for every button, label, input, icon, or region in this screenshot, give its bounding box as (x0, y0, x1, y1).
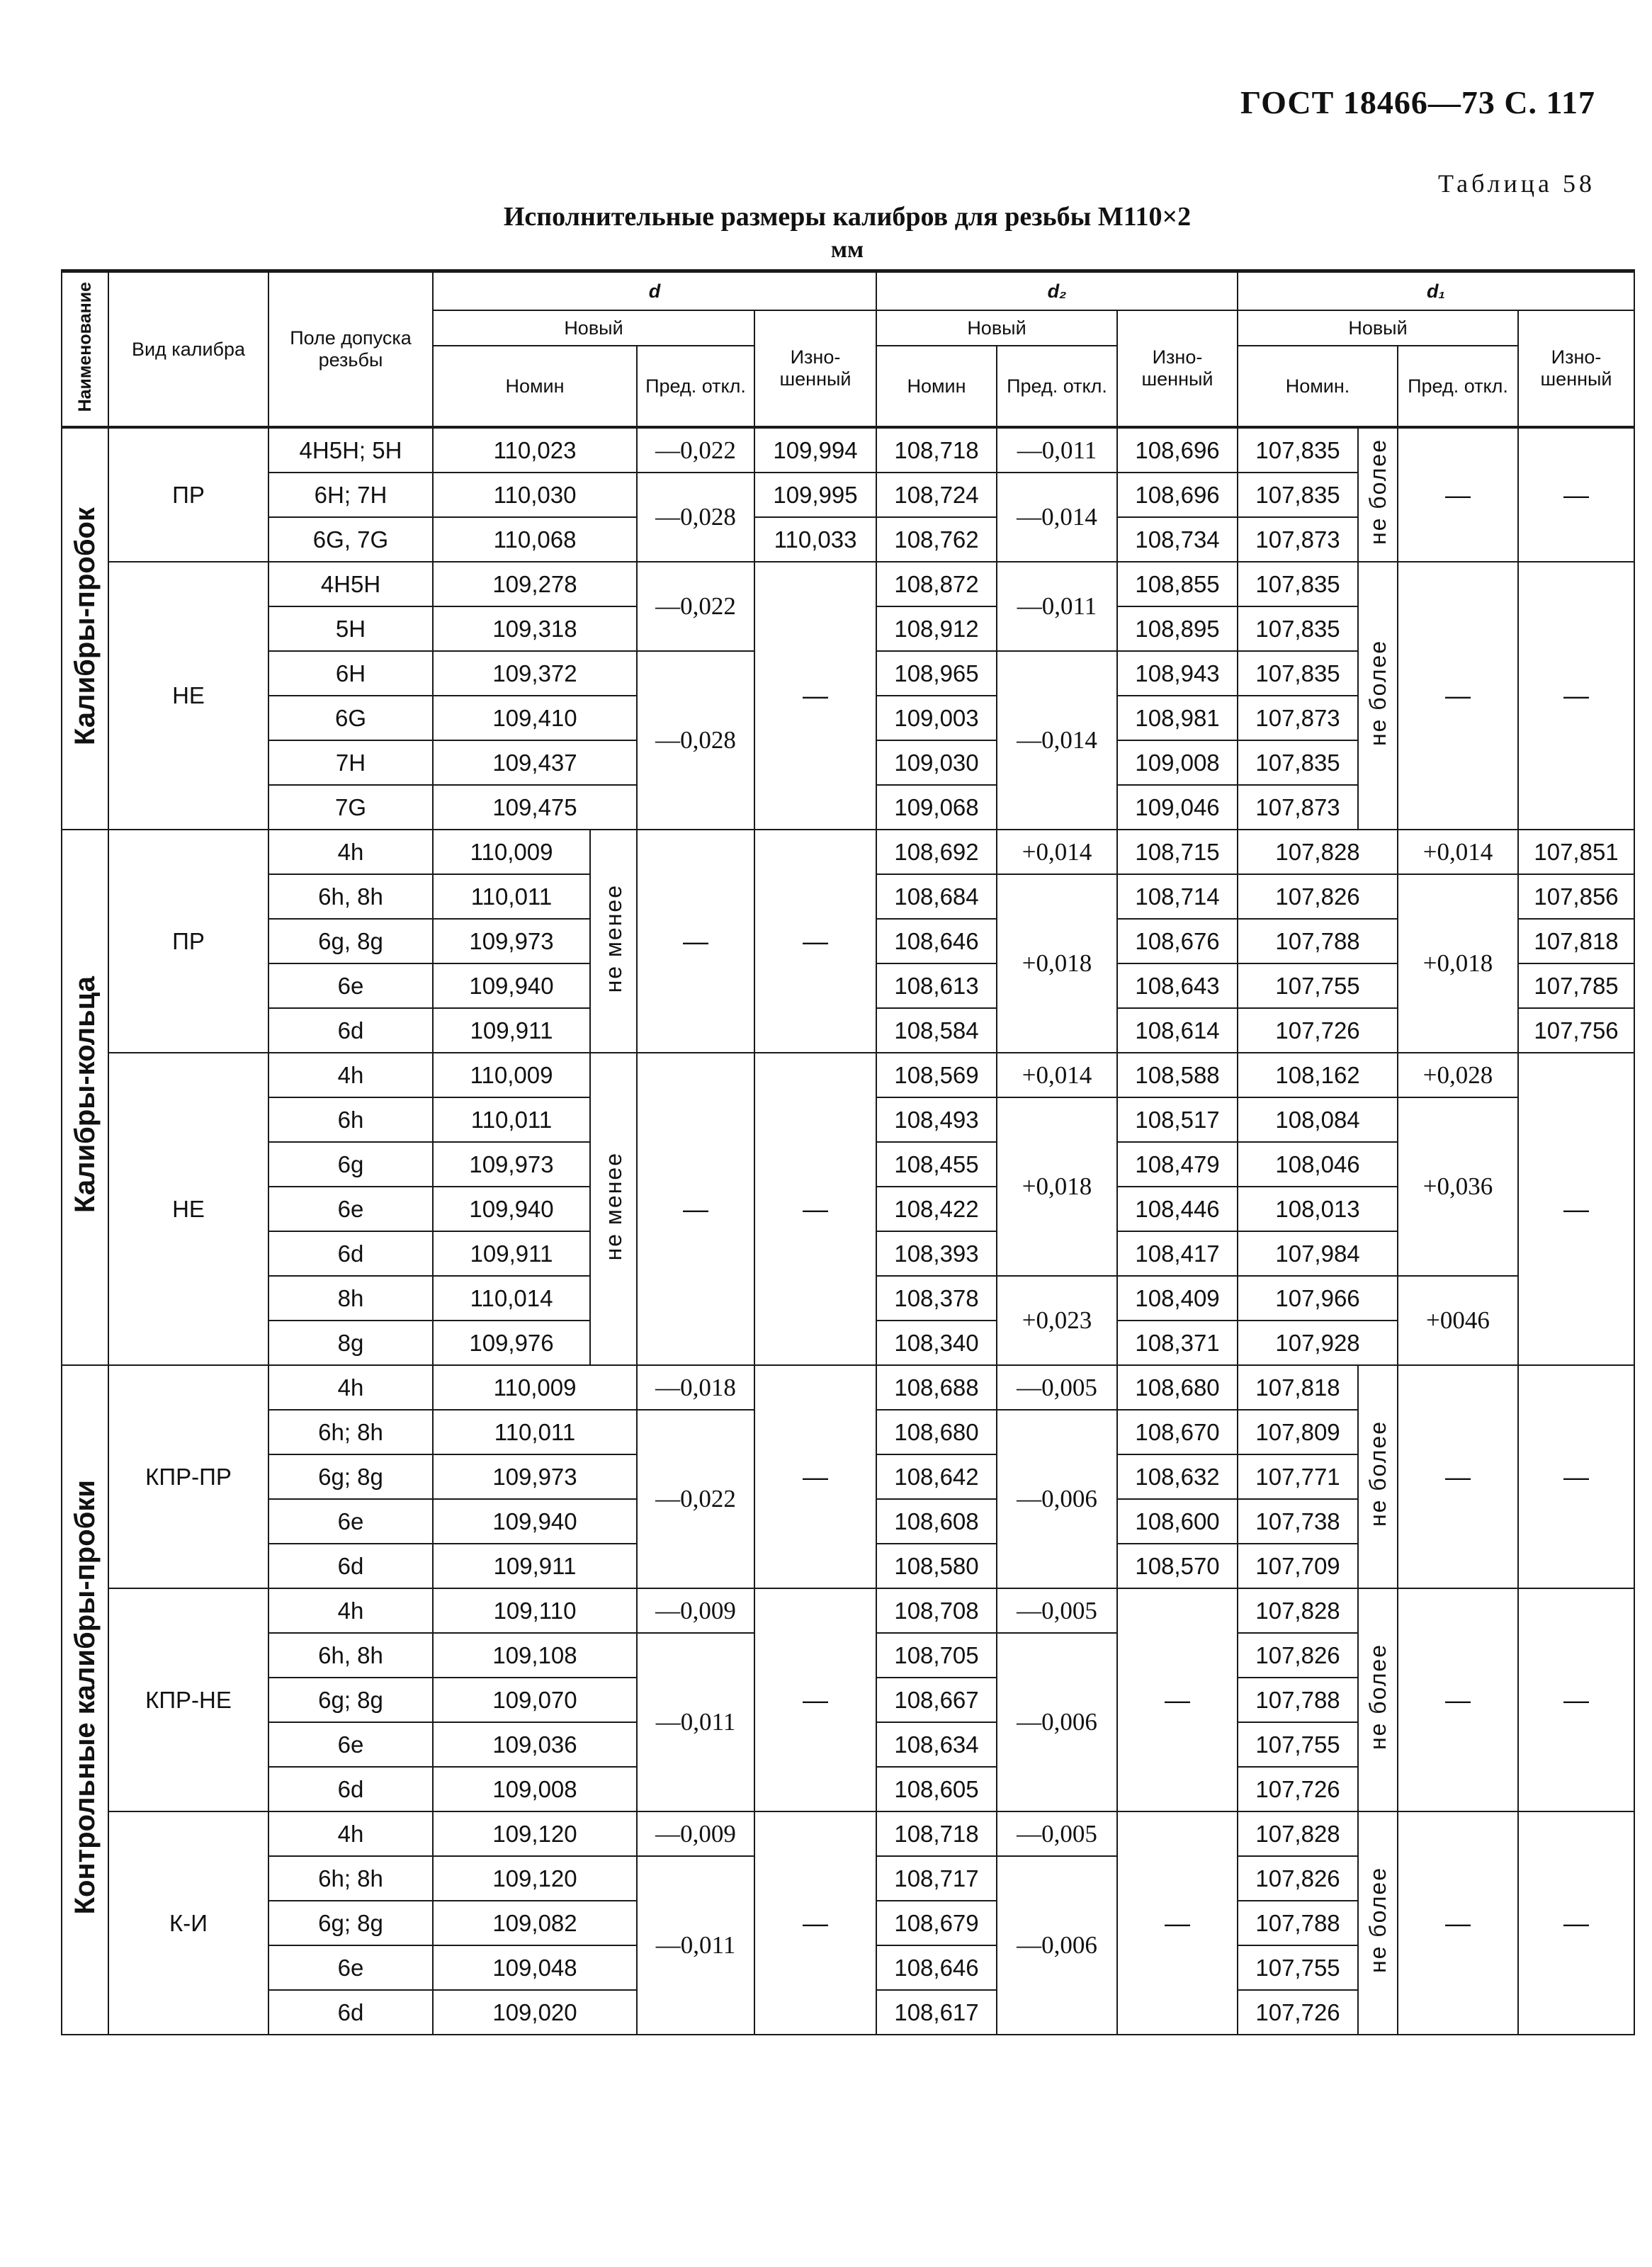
tolerance-field: 4h (268, 1365, 433, 1410)
d1-worn: — (1518, 1365, 1634, 1588)
tolerance-field: 6H (268, 651, 433, 696)
d2-worn: 108,371 (1117, 1321, 1238, 1365)
d2-deviation: —0,014 (997, 473, 1117, 562)
col-d-header: d (433, 271, 876, 311)
d2-worn: 108,981 (1117, 696, 1238, 740)
tolerance-field: 6e (268, 1499, 433, 1544)
d2-deviation: —0,011 (997, 427, 1117, 473)
d-nominal: 109,410 (433, 696, 637, 740)
gauge-type: НЕ (108, 1053, 268, 1365)
d-nominal: 109,940 (433, 963, 590, 1008)
d2-nominal: 108,340 (876, 1321, 997, 1365)
d1-nominal: 107,826 (1238, 1856, 1358, 1901)
d1-nominal: 107,755 (1238, 1945, 1358, 1990)
d1-nominal: 107,873 (1238, 517, 1358, 562)
d2-nominal: 108,708 (876, 1588, 997, 1633)
d-nominal: 110,068 (433, 517, 637, 562)
d-nominal: 109,120 (433, 1856, 637, 1901)
d2-worn: — (1117, 1811, 1238, 2035)
d-deviation: —0,028 (637, 473, 754, 562)
d2-worn: 108,600 (1117, 1499, 1238, 1544)
d-worn: — (754, 562, 876, 830)
d1-worn-header: Изно-шенный (1518, 310, 1634, 427)
tolerance-field: 6d (268, 1008, 433, 1053)
d-nominal: 109,973 (433, 1454, 637, 1499)
group-label: Калибры-пробок (62, 427, 108, 830)
d2-worn-header: Изно-шенный (1117, 310, 1238, 427)
not-more-note: не более (1358, 562, 1398, 830)
d1-deviation: — (1398, 1365, 1518, 1588)
d1-nominal: 107,818 (1238, 1365, 1358, 1410)
tolerance-field: 6h (268, 1097, 433, 1142)
tolerance-field: 5H (268, 606, 433, 651)
d1-deviation: +0046 (1398, 1276, 1518, 1365)
d2-deviation: —0,005 (997, 1811, 1117, 1856)
d2-deviation: —0,014 (997, 651, 1117, 830)
d2-worn: 108,676 (1117, 919, 1238, 963)
d2-deviation: +0,023 (997, 1276, 1117, 1365)
d2-worn: 108,517 (1117, 1097, 1238, 1142)
d-worn: 109,994 (754, 427, 876, 473)
tolerance-field: 6d (268, 1767, 433, 1811)
d-deviation: —0,011 (637, 1856, 754, 2035)
not-less-note: не менее (590, 830, 637, 1053)
d2-deviation: —0,006 (997, 1856, 1117, 2035)
d2-worn: 108,696 (1117, 473, 1238, 517)
d2-nominal: 108,584 (876, 1008, 997, 1053)
d1-nominal: 107,788 (1238, 1901, 1358, 1945)
d-nominal: 109,911 (433, 1231, 590, 1276)
d1-nominal: 107,788 (1238, 1678, 1358, 1722)
d2-worn: 108,715 (1117, 830, 1238, 874)
d1-deviation: — (1398, 1811, 1518, 2035)
d2-nominal: 108,912 (876, 606, 997, 651)
d1-nominal: 108,162 (1238, 1053, 1398, 1097)
table-row (62, 427, 1634, 473)
table-row (62, 830, 1634, 874)
d2-nominal: 109,030 (876, 740, 997, 785)
d-nominal: 109,372 (433, 651, 637, 696)
d-deviation: —0,009 (637, 1588, 754, 1633)
col-d2-header: d₂ (876, 271, 1238, 311)
d1-deviation: — (1398, 562, 1518, 830)
d2-nominal: 108,718 (876, 427, 997, 473)
d2-worn: 108,696 (1117, 427, 1238, 473)
d-nominal: 109,036 (433, 1722, 637, 1767)
d1-nominal: 107,709 (1238, 1544, 1358, 1588)
tolerance-field: 6h, 8h (268, 874, 433, 919)
d1-worn: — (1518, 562, 1634, 830)
d1-nominal: 107,828 (1238, 1811, 1358, 1856)
gauge-type: КПР-ПР (108, 1365, 268, 1588)
table-row (62, 1811, 1634, 1856)
d2-worn: 108,895 (1117, 606, 1238, 651)
d1-nominal: 107,788 (1238, 919, 1398, 963)
d-deviation: —0,028 (637, 651, 754, 830)
group-label: Контрольные калибры-пробки (62, 1365, 108, 2035)
d-deviation-header: Пред. откл. (637, 346, 754, 427)
d2-nominal: 108,646 (876, 1945, 997, 1990)
d1-nominal: 107,873 (1238, 696, 1358, 740)
d2-deviation: —0,011 (997, 562, 1117, 651)
d2-deviation: +0,014 (997, 830, 1117, 874)
d2-deviation: —0,005 (997, 1365, 1117, 1410)
table-row (62, 1588, 1634, 1633)
tolerance-field: 8g (268, 1321, 433, 1365)
d-nominal: 109,911 (433, 1544, 637, 1588)
tolerance-field: 6d (268, 1544, 433, 1588)
d2-worn: 108,614 (1117, 1008, 1238, 1053)
tolerance-field: 7G (268, 785, 433, 830)
d2-nominal: 108,422 (876, 1187, 997, 1231)
group-label: Калибры-кольца (62, 830, 108, 1365)
d2-nominal: 108,762 (876, 517, 997, 562)
tolerance-field: 4H5H (268, 562, 433, 606)
d-deviation: —0,009 (637, 1811, 754, 1856)
d2-new-header: Новый (876, 310, 1117, 346)
d2-worn: — (1117, 1588, 1238, 1811)
table-row (62, 1053, 1634, 1097)
tolerance-field: 6g, 8g (268, 919, 433, 963)
d1-nominal: 107,835 (1238, 562, 1358, 606)
d1-deviation: — (1398, 1588, 1518, 1811)
d1-nominal: 107,726 (1238, 1767, 1358, 1811)
col-tolerance-header: Поле допуска резьбы (268, 271, 433, 428)
gauge-type: ПР (108, 830, 268, 1053)
d-worn: 109,995 (754, 473, 876, 517)
d1-nominal: 107,835 (1238, 606, 1358, 651)
d-nominal: 110,030 (433, 473, 637, 517)
d-deviation: —0,022 (637, 562, 754, 651)
d1-nominal: 107,755 (1238, 1722, 1358, 1767)
d-nominal: 109,008 (433, 1767, 637, 1811)
gauge-type: ПР (108, 427, 268, 562)
d1-worn: — (1518, 1811, 1634, 2035)
d-nominal: 109,048 (433, 1945, 637, 1990)
d1-deviation: +0,028 (1398, 1053, 1518, 1097)
d-nominal: 110,011 (433, 1097, 590, 1142)
d1-nominal: 107,755 (1238, 963, 1398, 1008)
d1-deviation: +0,014 (1398, 830, 1518, 874)
d-nominal: 109,318 (433, 606, 637, 651)
d1-nominal: 108,084 (1238, 1097, 1398, 1142)
d2-worn: 109,046 (1117, 785, 1238, 830)
d1-deviation: +0,018 (1398, 874, 1518, 1053)
d2-nominal: 108,617 (876, 1990, 997, 2035)
d-nominal: 109,475 (433, 785, 637, 830)
d1-worn: 107,785 (1518, 963, 1634, 1008)
d-nominal: 109,437 (433, 740, 637, 785)
d2-worn: 108,714 (1117, 874, 1238, 919)
tolerance-field: 8h (268, 1276, 433, 1321)
tolerance-field: 6g (268, 1142, 433, 1187)
page-header: ГОСТ 18466—73 С. 117 (1240, 84, 1595, 120)
d1-deviation-header: Пред. откл. (1398, 346, 1518, 427)
col-gauge-type-header: Вид калибра (108, 271, 268, 428)
not-more-note: не более (1358, 427, 1398, 562)
d2-worn: 108,943 (1117, 651, 1238, 696)
d2-worn: 108,734 (1117, 517, 1238, 562)
d2-nominal: 108,605 (876, 1767, 997, 1811)
tolerance-field: 6e (268, 1722, 433, 1767)
d1-nominal: 107,835 (1238, 740, 1358, 785)
d2-deviation: +0,018 (997, 874, 1117, 1053)
d2-nominal: 108,718 (876, 1811, 997, 1856)
d-new-header: Новый (433, 310, 754, 346)
d2-worn: 108,409 (1117, 1276, 1238, 1321)
gauge-type: К-И (108, 1811, 268, 2035)
d-nominal: 109,940 (433, 1187, 590, 1231)
d2-deviation: +0,014 (997, 1053, 1117, 1097)
d2-nominal: 108,679 (876, 1901, 997, 1945)
d2-worn: 108,632 (1117, 1454, 1238, 1499)
d2-nominal: 108,393 (876, 1231, 997, 1276)
d1-worn: 107,851 (1518, 830, 1634, 874)
d2-nominal: 109,003 (876, 696, 997, 740)
d1-nominal: 107,726 (1238, 1008, 1398, 1053)
tolerance-field: 6e (268, 1187, 433, 1231)
d2-nominal: 108,378 (876, 1276, 997, 1321)
d2-nominal: 108,455 (876, 1142, 997, 1187)
d1-nominal: 107,826 (1238, 1633, 1358, 1678)
not-less-note: не менее (590, 1053, 637, 1365)
d2-nominal: 108,717 (876, 1856, 997, 1901)
d2-nominal: 108,965 (876, 651, 997, 696)
d1-nominal: 107,835 (1238, 427, 1358, 473)
d-nominal: 110,023 (433, 427, 637, 473)
d-nominal-header: Номин (433, 346, 637, 427)
d2-nominal: 108,642 (876, 1454, 997, 1499)
tolerance-field: 7H (268, 740, 433, 785)
tolerance-field: 6G (268, 696, 433, 740)
d2-deviation: —0,006 (997, 1410, 1117, 1588)
d1-nominal: 107,928 (1238, 1321, 1398, 1365)
d2-nominal: 108,688 (876, 1365, 997, 1410)
d2-nominal: 108,608 (876, 1499, 997, 1544)
tolerance-field: 4h (268, 830, 433, 874)
d1-nominal-header: Номин. (1238, 346, 1398, 427)
tolerance-field: 6h; 8h (268, 1410, 433, 1454)
d-nominal: 110,014 (433, 1276, 590, 1321)
d1-nominal: 108,046 (1238, 1142, 1398, 1187)
col-name-header: Наименование (62, 271, 108, 428)
d-deviation: — (637, 830, 754, 1053)
d2-worn: 108,643 (1117, 963, 1238, 1008)
d1-nominal: 108,013 (1238, 1187, 1398, 1231)
d2-deviation: —0,006 (997, 1633, 1117, 1811)
d1-deviation: +0,036 (1398, 1097, 1518, 1276)
d-worn: — (754, 1811, 876, 2035)
d-nominal: 109,973 (433, 1142, 590, 1187)
d1-nominal: 107,835 (1238, 651, 1358, 696)
d-nominal: 109,973 (433, 919, 590, 963)
d2-nominal: 108,705 (876, 1633, 997, 1678)
d2-nominal: 108,646 (876, 919, 997, 963)
d-nominal: 110,009 (433, 830, 590, 874)
d2-nominal: 108,580 (876, 1544, 997, 1588)
d-nominal: 109,278 (433, 562, 637, 606)
table-label: Таблица 58 (1438, 169, 1595, 198)
tolerance-field: 6d (268, 1990, 433, 2035)
tolerance-field: 4h (268, 1588, 433, 1633)
dimensions-table-wrap (61, 269, 1635, 2035)
d2-nominal: 108,569 (876, 1053, 997, 1097)
d-deviation: —0,022 (637, 1410, 754, 1588)
d2-nominal: 108,680 (876, 1410, 997, 1454)
not-more-note: не более (1358, 1588, 1398, 1811)
d-nominal: 110,009 (433, 1053, 590, 1097)
d2-nominal: 108,724 (876, 473, 997, 517)
tolerance-field: 6g; 8g (268, 1454, 433, 1499)
d1-nominal: 107,835 (1238, 473, 1358, 517)
d-worn: — (754, 1588, 876, 1811)
table-title: Исполнительные размеры калибров для резьбы M110×2 (503, 202, 1192, 232)
d2-deviation-header: Пред. откл. (997, 346, 1117, 427)
d-nominal: 109,110 (433, 1588, 637, 1633)
d-nominal: 110,011 (433, 1410, 637, 1454)
d-deviation: — (637, 1053, 754, 1365)
d2-worn: 108,570 (1117, 1544, 1238, 1588)
table-row (62, 562, 1634, 606)
d-deviation: —0,018 (637, 1365, 754, 1410)
tolerance-field: 6h, 8h (268, 1633, 433, 1678)
tolerance-field: 4H5H; 5H (268, 427, 433, 473)
not-more-note: не более (1358, 1811, 1398, 2035)
d2-nominal: 108,667 (876, 1678, 997, 1722)
d1-nominal: 107,828 (1238, 1588, 1358, 1633)
gauge-type: НЕ (108, 562, 268, 830)
d-nominal: 109,911 (433, 1008, 590, 1053)
d2-worn: 109,008 (1117, 740, 1238, 785)
table-body (62, 427, 1634, 2035)
d2-nominal-header: Номин (876, 346, 997, 427)
d-nominal: 109,020 (433, 1990, 637, 2035)
table-row (62, 1365, 1634, 1410)
d1-nominal: 107,966 (1238, 1276, 1398, 1321)
d-deviation: —0,022 (637, 427, 754, 473)
d2-nominal: 108,493 (876, 1097, 997, 1142)
tolerance-field: 6d (268, 1231, 433, 1276)
tolerance-field: 6H; 7H (268, 473, 433, 517)
d2-worn: 108,670 (1117, 1410, 1238, 1454)
d-nominal: 109,082 (433, 1901, 637, 1945)
d-nominal: 109,940 (433, 1499, 637, 1544)
tolerance-field: 4h (268, 1811, 433, 1856)
d-nominal: 109,120 (433, 1811, 637, 1856)
d2-nominal: 108,634 (876, 1722, 997, 1767)
d2-deviation: —0,005 (997, 1588, 1117, 1633)
d1-worn: 107,756 (1518, 1008, 1634, 1053)
d2-nominal: 108,692 (876, 830, 997, 874)
d1-nominal: 107,873 (1238, 785, 1358, 830)
tolerance-field: 6h; 8h (268, 1856, 433, 1901)
d-worn: — (754, 1365, 876, 1588)
d2-nominal: 108,684 (876, 874, 997, 919)
d-deviation: —0,011 (637, 1633, 754, 1811)
d1-worn: — (1518, 1053, 1634, 1365)
gauge-dimensions-table (61, 269, 1635, 2035)
d2-worn: 108,479 (1117, 1142, 1238, 1187)
col-d1-header: d₁ (1238, 271, 1634, 311)
tolerance-field: 6e (268, 963, 433, 1008)
d1-new-header: Новый (1238, 310, 1518, 346)
d2-worn: 108,680 (1117, 1365, 1238, 1410)
gauge-type: КПР-НЕ (108, 1588, 268, 1811)
d1-worn: 107,818 (1518, 919, 1634, 963)
d2-worn: 108,855 (1117, 562, 1238, 606)
not-more-note: не более (1358, 1365, 1398, 1588)
tolerance-field: 6g; 8g (268, 1901, 433, 1945)
units-label: мм (830, 237, 864, 263)
d-worn-header: Изно-шенный (754, 310, 876, 427)
d1-nominal: 107,771 (1238, 1454, 1358, 1499)
d1-nominal: 107,809 (1238, 1410, 1358, 1454)
tolerance-field: 4h (268, 1053, 433, 1097)
d1-worn: — (1518, 427, 1634, 562)
d-nominal: 109,070 (433, 1678, 637, 1722)
tolerance-field: 6g; 8g (268, 1678, 433, 1722)
d1-worn: 107,856 (1518, 874, 1634, 919)
d1-nominal: 107,738 (1238, 1499, 1358, 1544)
d-worn: — (754, 1053, 876, 1365)
d1-nominal: 107,984 (1238, 1231, 1398, 1276)
d2-worn: 108,588 (1117, 1053, 1238, 1097)
d-worn: 110,033 (754, 517, 876, 562)
d1-worn: — (1518, 1588, 1634, 1811)
d2-nominal: 109,068 (876, 785, 997, 830)
d2-nominal: 108,613 (876, 963, 997, 1008)
d1-nominal: 107,826 (1238, 874, 1398, 919)
d-nominal: 110,009 (433, 1365, 637, 1410)
d1-nominal: 107,726 (1238, 1990, 1358, 2035)
d-nominal: 109,976 (433, 1321, 590, 1365)
d-nominal: 110,011 (433, 874, 590, 919)
d2-nominal: 108,872 (876, 562, 997, 606)
d1-deviation: — (1398, 427, 1518, 562)
d-worn: — (754, 830, 876, 1053)
tolerance-field: 6G, 7G (268, 517, 433, 562)
d2-deviation: +0,018 (997, 1097, 1117, 1276)
d1-nominal: 107,828 (1238, 830, 1398, 874)
tolerance-field: 6e (268, 1945, 433, 1990)
d-nominal: 109,108 (433, 1633, 637, 1678)
d2-worn: 108,446 (1117, 1187, 1238, 1231)
d2-worn: 108,417 (1117, 1231, 1238, 1276)
